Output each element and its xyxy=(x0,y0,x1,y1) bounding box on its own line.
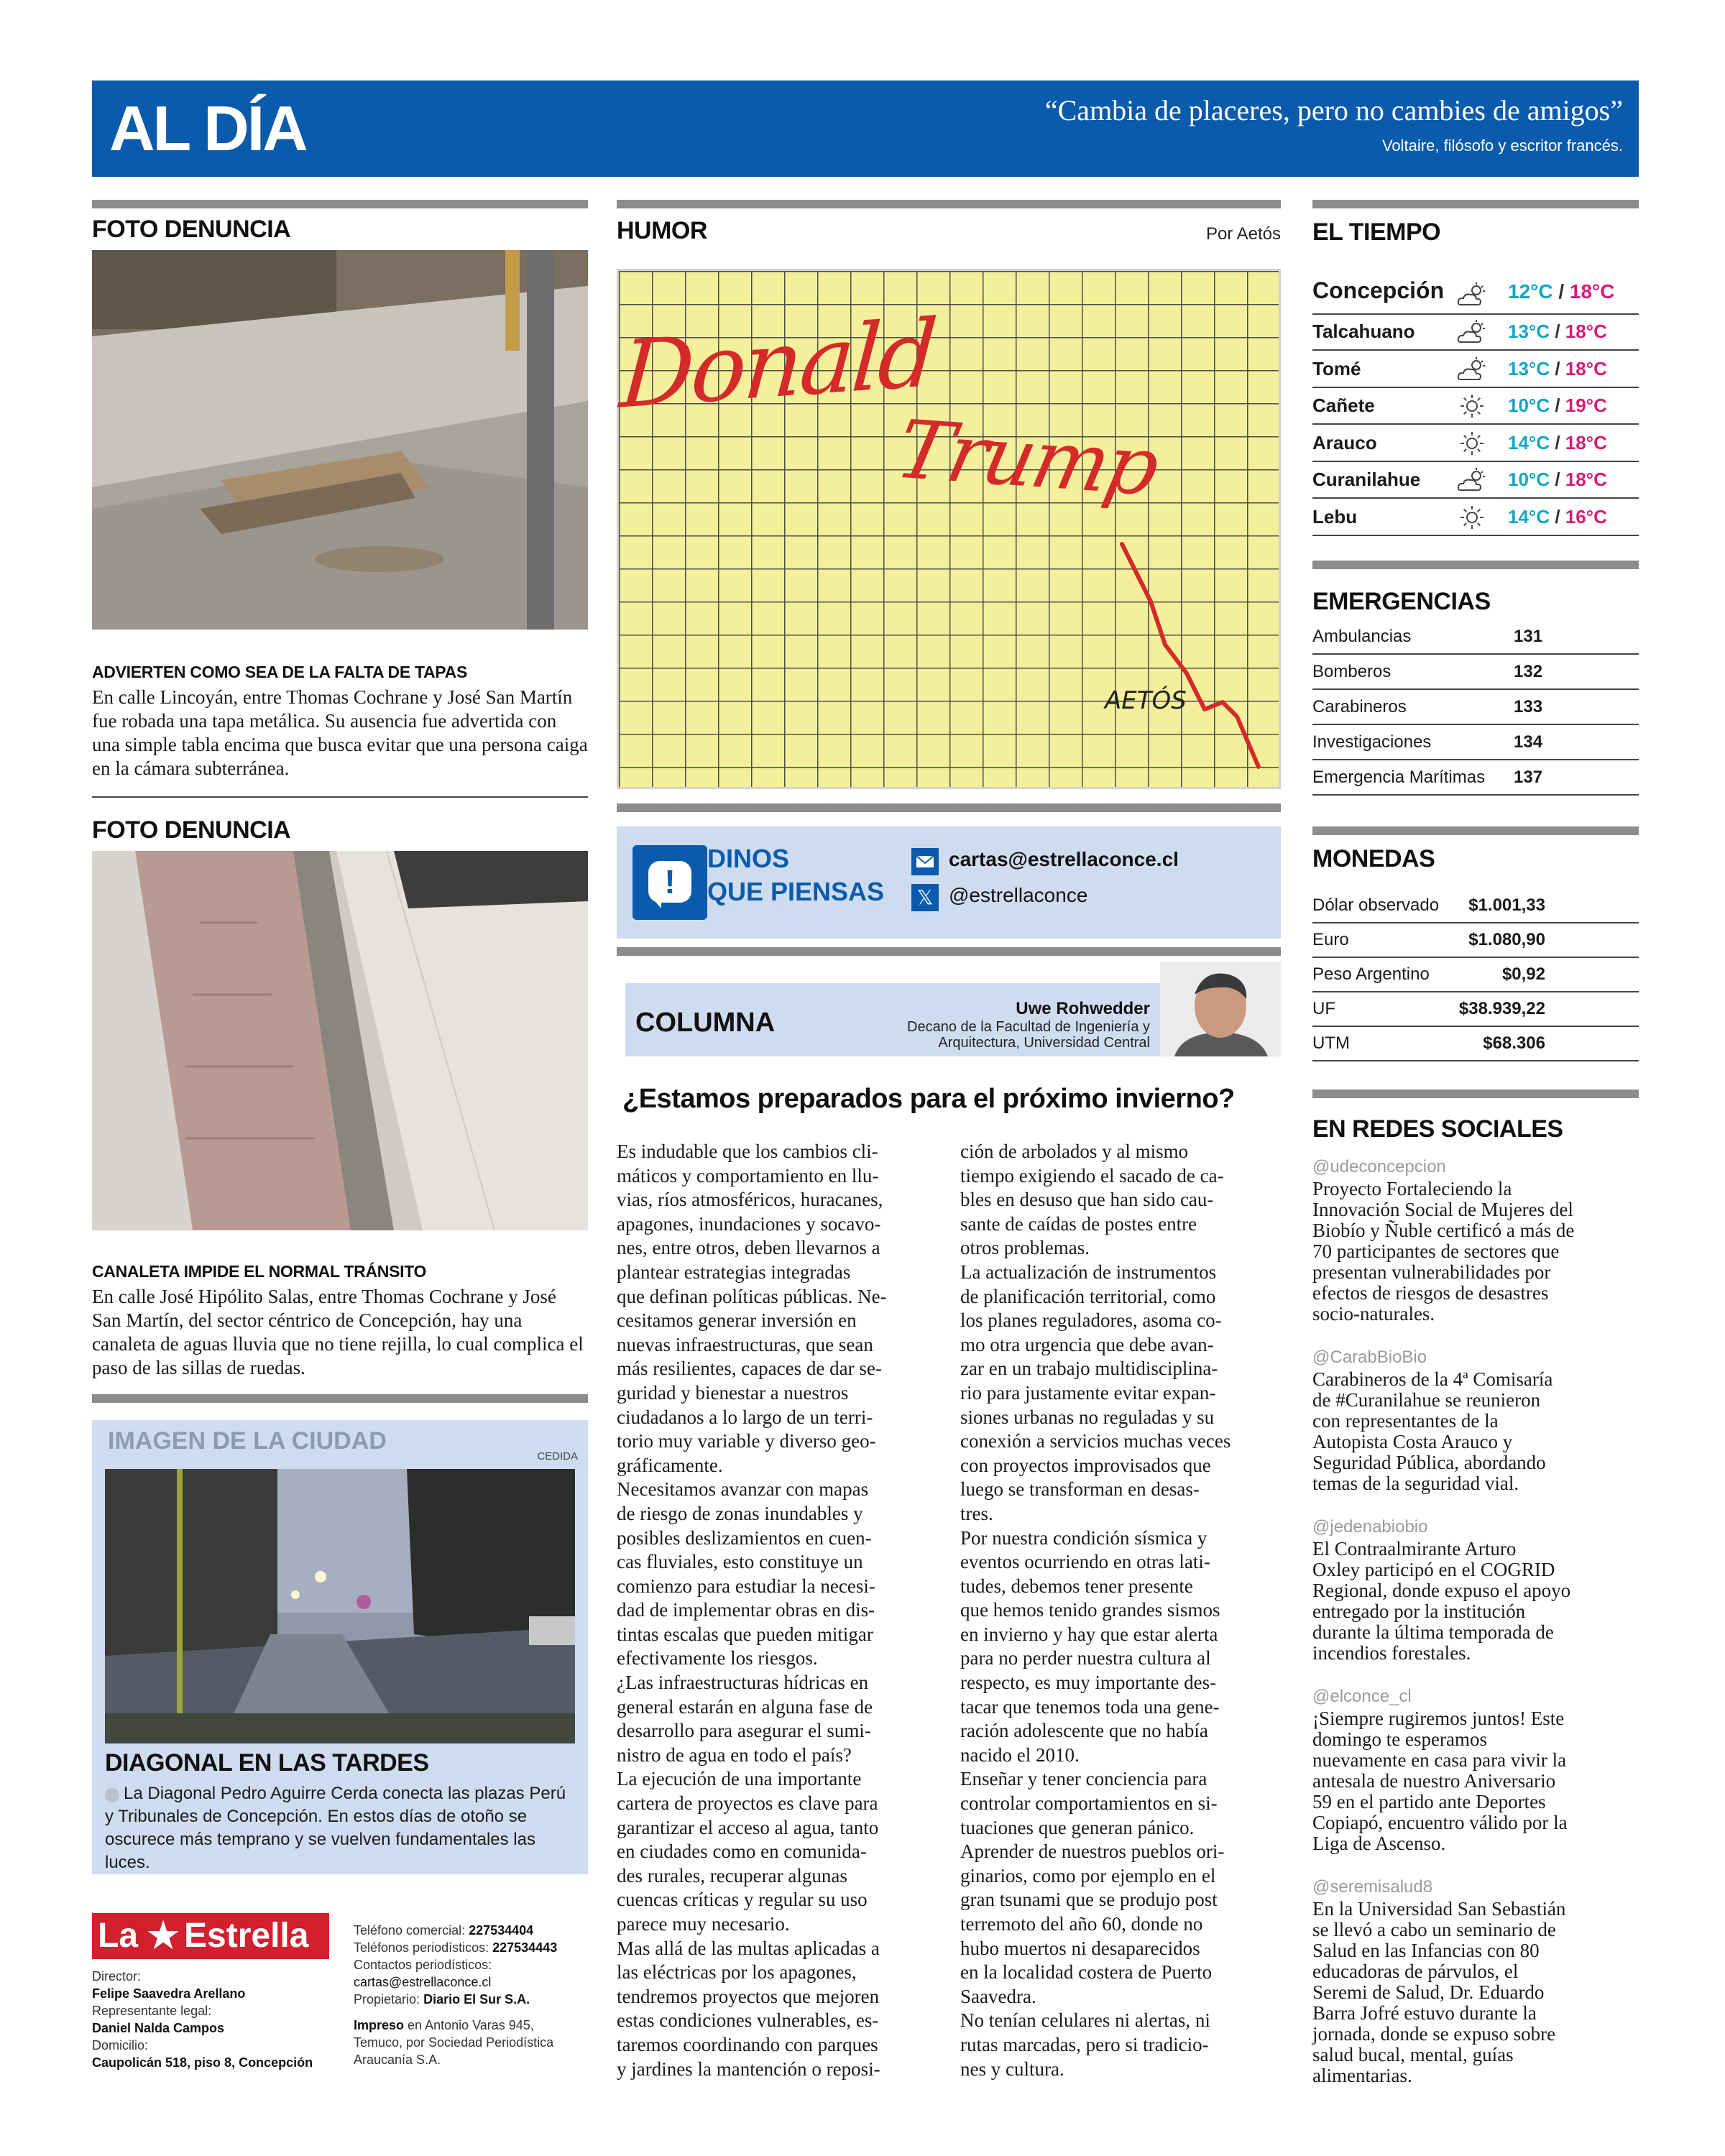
social-text-line: temas de la seguridad vial. xyxy=(1312,1473,1519,1494)
columna-line: No tenían celulares ni alertas, ni xyxy=(960,2009,1210,2032)
x-icon: 𝕏 xyxy=(911,884,939,911)
section-rule xyxy=(617,200,1281,208)
temp-high: 18°C xyxy=(1565,469,1607,490)
footer-print-2: Temuco, por Sociedad Periodística xyxy=(354,2035,554,2050)
weather-city: Cañete xyxy=(1312,395,1375,416)
section-title: AL DÍA xyxy=(109,93,306,164)
columna-line: La ejecución de una importante xyxy=(617,1768,862,1790)
social-text-line: En la Universidad San Sebastián xyxy=(1312,1898,1566,1920)
columna-line: tres. xyxy=(960,1502,993,1524)
currency-value: $38.939,22 xyxy=(1458,999,1545,1018)
columna-line: otros problemas. xyxy=(960,1237,1090,1259)
social-handle[interactable]: @udeconcepcion xyxy=(1312,1157,1446,1176)
columna-line: zar en un trabajo multidisciplina- xyxy=(960,1358,1218,1380)
redes-title: EN REDES SOCIALES xyxy=(1312,1115,1563,1143)
logo-estrella: Estrella xyxy=(184,1917,309,1955)
columna-line: des rurales, recuperar algunas xyxy=(617,1864,847,1886)
weather-temp xyxy=(1508,432,1607,454)
emergency-number[interactable]: 131 xyxy=(1514,627,1543,646)
section-rule xyxy=(1312,826,1639,835)
temp-separator: / xyxy=(1550,469,1565,490)
emergency-label: Emergencia Marítimas xyxy=(1312,768,1486,787)
weather-temp xyxy=(1508,395,1607,417)
emergency-label: Investigaciones xyxy=(1312,732,1432,752)
weather-city: Lebu xyxy=(1312,505,1358,528)
columna-text-1 xyxy=(617,1140,939,2081)
footer-print-1: Impreso en Antonio Varas 945, xyxy=(354,2018,534,2032)
monedas-title: MONEDAS xyxy=(1312,845,1435,872)
humor-word-1: Donald xyxy=(617,300,939,430)
section-rule xyxy=(1312,561,1639,569)
columna-line: ración adolescente que no había xyxy=(960,1720,1208,1742)
columna-line: las eléctricas por los apagones, xyxy=(617,1961,857,1984)
columna-line: tudes, debemos tener presente xyxy=(960,1575,1193,1597)
foto2-title: FOTO DENUNCIA xyxy=(92,816,291,844)
emergencias-title: EMERGENCIAS xyxy=(1312,588,1491,615)
social-text-line: Innovación Social de Mujeres del xyxy=(1312,1199,1573,1220)
section-rule xyxy=(617,803,1281,812)
columna-line: con proyectos improvisados que xyxy=(960,1454,1211,1476)
temp-separator: / xyxy=(1550,321,1565,342)
emergency-row xyxy=(1312,655,1639,690)
weather-city: Arauco xyxy=(1312,431,1377,453)
weather-row xyxy=(1312,426,1639,462)
footer-tel-per: Teléfonos periodísticos: 227534443 xyxy=(354,1940,558,1955)
partly-cloudy-icon xyxy=(1456,319,1488,345)
social-text-line: Proyecto Fortaleciendo la xyxy=(1312,1178,1512,1199)
emergency-label: Ambulancias xyxy=(1312,627,1412,646)
columna-line: cesitamos generar inversión en xyxy=(617,1309,857,1332)
header-quote-author: Voltaire, filósofo y escritor francés. xyxy=(1381,137,1623,155)
social-text-line: Copiapó, encuentro válido por la xyxy=(1312,1812,1568,1833)
logo xyxy=(92,1913,329,1959)
columna-line: general estarán en alguna fase de xyxy=(617,1695,873,1718)
social-text-line: Autopista Costa Arauco y xyxy=(1312,1431,1513,1452)
sun-icon xyxy=(1456,393,1488,419)
currency-label: UF xyxy=(1312,999,1335,1018)
social-text-line: domingo te esperamos xyxy=(1312,1728,1487,1750)
currency-value: $68.306 xyxy=(1483,1033,1545,1053)
currency-row xyxy=(1312,957,1639,992)
footer-director-label: Director: xyxy=(92,1969,142,1984)
columna-line: taremos coordinando con parques xyxy=(617,2033,878,2055)
contact-box xyxy=(617,826,1281,939)
columna-line: eventos ocurriendo en otras lati- xyxy=(960,1551,1210,1573)
social-handle[interactable]: @jedenabiobio xyxy=(1312,1517,1428,1537)
columna-line: efectivamente los riesgos. xyxy=(617,1647,818,1669)
currency-value: $0,92 xyxy=(1501,964,1545,984)
footer-dom: Caupolicán 518, piso 8, Concepción xyxy=(92,2055,313,2070)
temp-low: 10°C xyxy=(1508,469,1550,490)
logo-la: La xyxy=(98,1917,139,1955)
author-photo xyxy=(1160,962,1281,1056)
partly-cloudy-icon xyxy=(1456,467,1488,493)
imagen-title: IMAGEN DE LA CIUDAD xyxy=(108,1427,387,1455)
columna-label: COLUMNA xyxy=(635,1008,776,1038)
emergency-number[interactable]: 132 xyxy=(1514,662,1543,681)
tiempo-title: EL TIEMPO xyxy=(1312,218,1441,246)
temp-high: 16°C xyxy=(1565,505,1607,528)
social-text-line: de #Curanilahue se reunieron xyxy=(1312,1389,1541,1411)
columna-line: de riesgo de zonas inundables y xyxy=(617,1502,863,1524)
columna-line: mo otra urgencia que debe avan- xyxy=(960,1333,1214,1355)
humor-cartoon xyxy=(617,269,1281,789)
columna-author: Uwe Rohwedder xyxy=(1016,999,1150,1018)
columna-line: tuaciones que generan pánico. xyxy=(960,1816,1195,1838)
temp-low: 14°C xyxy=(1508,505,1550,528)
imagen-credit: CEDIDA xyxy=(537,1450,578,1462)
foto2-caption-head: CANALETA IMPIDE EL NORMAL TRÁNSITO xyxy=(92,1262,427,1281)
temp-low: 12°C xyxy=(1508,280,1553,303)
columna-line: nuevas infraestructuras, que sean xyxy=(617,1333,873,1355)
weather-city: Concepción xyxy=(1312,277,1445,303)
columna-line: más resilientes, capaces de dar se- xyxy=(617,1358,882,1380)
columna-line: ¿Las infraestructuras hídricas en xyxy=(617,1672,869,1694)
emergency-number[interactable]: 134 xyxy=(1514,732,1543,752)
section-rule xyxy=(1312,1089,1639,1098)
humor-author: Por Aetós xyxy=(1205,224,1281,244)
footer-director: Felipe Saavedra Arellano xyxy=(92,1986,246,2001)
columna-line: de planificación territorial, como xyxy=(960,1285,1216,1307)
imagen-caption: La Diagonal Pedro Aguirre Cerda conecta las plazas Perú y Tribunales de Concepción. En estos días de otoño se oscurece más temprano y se vuelven fundamentales las luces. xyxy=(105,1784,566,1872)
humor-signature: AETÓS xyxy=(1105,686,1187,715)
humor-title: HUMOR xyxy=(617,217,707,244)
imagen-headline: DIAGONAL EN LAS TARDES xyxy=(105,1749,429,1777)
temp-high: 18°C xyxy=(1565,431,1607,453)
social-text-line: alimentarias. xyxy=(1312,2065,1412,2086)
social-text-line: Oxley participó en el COGRID xyxy=(1312,1559,1555,1580)
section-rule xyxy=(617,947,1281,956)
sun-icon xyxy=(1456,430,1488,456)
footer-contact-email[interactable]: cartas@estrellaconce.cl xyxy=(354,1975,492,1989)
weather-city: Tomé xyxy=(1312,357,1361,379)
section-rule xyxy=(92,200,588,208)
social-text-line: 70 participantes de sectores que xyxy=(1312,1240,1560,1262)
header-quote: “Cambia de placeres, pero no cambies de amigos” xyxy=(1044,94,1623,126)
columna-line: en ciudades como en comunida- xyxy=(617,1841,867,1863)
columna-line: nes y cultura. xyxy=(960,2058,1064,2080)
humor-word-2: Trump xyxy=(888,403,1165,514)
emergency-number[interactable]: 133 xyxy=(1514,697,1543,717)
social-text-line: entregado por la institución xyxy=(1312,1600,1526,1622)
weather-row xyxy=(1312,463,1639,499)
social-text-line: Seremi de Salud, Dr. Eduardo xyxy=(1312,1981,1545,2003)
temp-low: 13°C xyxy=(1508,357,1550,379)
columna-line: siones urbanas no reguladas y su xyxy=(960,1406,1215,1428)
temp-high: 18°C xyxy=(1565,357,1607,379)
columna-line: nacido el 2010. xyxy=(960,1743,1080,1766)
temp-low: 14°C xyxy=(1508,431,1550,453)
columna-line: garantizar el acceso al agua, tanto xyxy=(617,1816,879,1838)
weather-row xyxy=(1312,273,1639,315)
columna-line: para no perder nuestra cultura al xyxy=(960,1647,1211,1669)
footer-rep-label: Representante legal: xyxy=(92,2004,212,2018)
temp-separator: / xyxy=(1550,431,1565,453)
social-text-line: educadoras de párvulos, el xyxy=(1312,1961,1519,1982)
social-handle[interactable]: @elconce_cl xyxy=(1312,1687,1412,1706)
weather-temp xyxy=(1508,280,1614,303)
social-text-line: efectos de riesgos de desastres xyxy=(1312,1282,1549,1304)
exclamation-icon: ! xyxy=(632,845,707,920)
columna-line: respecto, es muy importante des- xyxy=(960,1672,1217,1694)
columna-line: en invierno y hay que estar alerta xyxy=(960,1623,1218,1645)
columna-line: máticos y comportamiento en llu- xyxy=(617,1164,879,1187)
social-text-line: ¡Siempre rugiremos juntos! Este xyxy=(1312,1708,1565,1729)
social-handle[interactable]: @CarabBioBio xyxy=(1312,1348,1427,1367)
social-text-line: durante la última temporada de xyxy=(1312,1621,1554,1643)
social-text-line: Liga de Ascenso. xyxy=(1312,1833,1446,1854)
social-text-line: Barra Jofré estuvo durante la xyxy=(1312,2002,1537,2024)
emergency-number[interactable]: 137 xyxy=(1514,768,1543,787)
header-banner xyxy=(92,80,1639,177)
currency-value: $1.001,33 xyxy=(1468,895,1545,915)
currency-row xyxy=(1312,1026,1639,1061)
temp-high: 18°C xyxy=(1569,280,1615,303)
columna-line: tiempo exigiendo el sacado de ca- xyxy=(960,1164,1224,1187)
weather-city: Curanilahue xyxy=(1312,469,1421,490)
social-text-line: Biobío y Ñuble certificó a más de xyxy=(1312,1220,1575,1241)
columna-line: parece muy necesario. xyxy=(617,1913,790,1935)
columna-line: guridad y bienestar a nuestros xyxy=(617,1381,849,1404)
columna-line: tintas escalas que pueden mitigar xyxy=(617,1623,873,1645)
section-rule xyxy=(92,1394,588,1403)
currency-label: Dólar observado xyxy=(1312,895,1440,915)
foto1-title: FOTO DENUNCIA xyxy=(92,216,291,243)
emergency-row xyxy=(1312,760,1639,796)
columna-line: ciudadanos a lo largo de un terri- xyxy=(617,1406,873,1428)
columna-headline: ¿Estamos preparados para el próximo invierno? xyxy=(622,1084,1235,1114)
currency-row xyxy=(1312,923,1639,958)
divider xyxy=(92,796,588,798)
contact-label-2: QUE PIENSAS xyxy=(707,877,885,906)
columna-line: controlar comportamientos en si- xyxy=(960,1792,1218,1815)
columna-line: apagones, inundaciones y socavo- xyxy=(617,1212,881,1235)
columna-role-2: Arquitectura, Universidad Central xyxy=(938,1035,1150,1051)
columna-header xyxy=(625,983,1160,1056)
columna-line: plantear estrategias integradas xyxy=(617,1261,851,1283)
columna-line: que definan políticas públicas. Ne- xyxy=(617,1285,887,1307)
columna-line: Enseñar y tener conciencia para xyxy=(960,1768,1208,1790)
weather-temp xyxy=(1508,469,1607,491)
contact-social[interactable]: @estrellaconce xyxy=(949,884,1088,906)
partly-cloudy-icon xyxy=(1456,282,1488,308)
footer-print-3: Araucanía S.A. xyxy=(354,2053,441,2067)
columna-line: luego se transforman en desas- xyxy=(960,1478,1200,1501)
temp-separator: / xyxy=(1550,505,1565,528)
footer-rep: Daniel Nalda Campos xyxy=(92,2021,225,2035)
social-text-line: nuevamente en casa para vivir la xyxy=(1312,1749,1567,1771)
columna-line: nistro de agua en todo el país? xyxy=(617,1743,852,1766)
columna-line: Necesitamos avanzar con mapas xyxy=(617,1478,869,1501)
columna-role-1: Decano de la Facultad de Ingeniería y xyxy=(907,1019,1150,1035)
columna-line: Por nuestra condición sísmica y xyxy=(960,1526,1208,1549)
emergency-row xyxy=(1312,619,1639,655)
social-text-line: incendios forestales. xyxy=(1312,1642,1471,1664)
mail-icon xyxy=(911,848,939,875)
imagen-panel xyxy=(92,1420,588,1874)
currency-label: Euro xyxy=(1312,930,1349,949)
temp-high: 18°C xyxy=(1565,321,1607,342)
columna-line: los planes reguladores, asoma co- xyxy=(960,1309,1222,1332)
columna-text-2 xyxy=(960,1140,1282,2081)
temp-low: 10°C xyxy=(1508,395,1550,416)
columna-line: y jardines la mantención o reposi- xyxy=(617,2058,880,2080)
columna-line: La actualización de instrumentos xyxy=(960,1261,1217,1283)
columna-line: terremoto del año 60, donde no xyxy=(960,1913,1203,1935)
weather-city: Talcahuano xyxy=(1312,321,1415,342)
footer-tel-com: Teléfono comercial: 227534404 xyxy=(354,1923,534,1938)
contact-label-1: DINOS xyxy=(707,844,790,873)
section-rule xyxy=(1312,200,1639,208)
columna-line: estas condiciones vulnerables, es- xyxy=(617,2009,879,2032)
foto1-photo xyxy=(92,250,588,630)
footer-owner: Propietario: Diario El Sur S.A. xyxy=(354,1992,530,2007)
columna-line: ginarios, como por ejemplo en el xyxy=(960,1864,1216,1886)
contact-email[interactable]: cartas@estrellaconce.cl xyxy=(949,848,1179,870)
partly-cloudy-icon xyxy=(1456,356,1488,382)
columna-line: rio para justamente evitar expan- xyxy=(960,1381,1216,1404)
currency-label: Peso Argentino xyxy=(1312,964,1430,984)
social-text-line: socio-naturales. xyxy=(1312,1303,1435,1325)
weather-row xyxy=(1312,389,1639,425)
weather-row xyxy=(1312,315,1639,351)
currency-row xyxy=(1312,992,1639,1027)
social-text-line: con representantes de la xyxy=(1312,1410,1499,1432)
emergency-row xyxy=(1312,725,1639,760)
social-text-line: Carabineros de la 4ª Comisaría xyxy=(1312,1368,1553,1390)
weather-temp xyxy=(1508,506,1607,528)
emergency-label: Bomberos xyxy=(1312,662,1392,681)
columna-line: tendremos proyectos que mejoren xyxy=(617,1985,880,2007)
social-text-line: 59 en el partido ante Deportes xyxy=(1312,1791,1546,1812)
columna-line: Saavedra. xyxy=(960,1985,1036,2007)
star-icon: ★ xyxy=(145,1914,182,1958)
weather-temp xyxy=(1508,321,1607,343)
social-text-line: se llevó a cabo un seminario de xyxy=(1312,1919,1556,1940)
weather-row xyxy=(1312,500,1639,536)
social-text-line: Seguridad Pública, abordando xyxy=(1312,1452,1546,1473)
columna-line: comienzo para estudiar la necesi- xyxy=(617,1575,875,1597)
columna-line: torio muy variable y diverso geo- xyxy=(617,1430,876,1452)
temp-separator: / xyxy=(1550,357,1565,379)
columna-line: cuencas críticas y regular su uso xyxy=(617,1889,868,1911)
social-text-line: Regional, donde expuso el apoyo xyxy=(1312,1580,1571,1601)
imagen-photo xyxy=(105,1469,575,1743)
footer-dom-label: Domicilio: xyxy=(92,2038,149,2053)
social-text-line: El Contraalmirante Arturo xyxy=(1312,1538,1517,1560)
foto2-photo xyxy=(92,851,588,1230)
currency-value: $1.080,90 xyxy=(1468,930,1545,949)
temp-separator: / xyxy=(1550,395,1565,416)
currency-row xyxy=(1312,888,1639,923)
social-text-line: salud bucal, mental, guías xyxy=(1312,2044,1514,2065)
temp-separator: / xyxy=(1552,280,1570,303)
sun-icon xyxy=(1456,505,1488,530)
columna-line: que hemos tenido grandes sismos xyxy=(960,1599,1220,1621)
weather-row xyxy=(1312,352,1639,388)
columna-line: sante de caídas de postes entre xyxy=(960,1212,1197,1235)
columna-line: bles en desuso que han sido cau- xyxy=(960,1189,1214,1211)
columna-line: nes, entre otros, deben llevarnos a xyxy=(617,1237,880,1259)
columna-line: dad de implementar obras en dis- xyxy=(617,1599,875,1621)
columna-line: desarrollo para asegurar el sumi- xyxy=(617,1720,871,1742)
social-text-line: Salud en las Infancias con 80 xyxy=(1312,1940,1540,1961)
temp-high: 19°C xyxy=(1565,395,1607,416)
foto1-caption-head: ADVIERTEN COMO SEA DE LA FALTA DE TAPAS xyxy=(92,663,467,681)
currency-label: UTM xyxy=(1312,1033,1350,1053)
columna-line: rutas marcadas, pero si tradicio- xyxy=(960,2033,1209,2055)
footer-contact-label: Contactos periodísticos: xyxy=(354,1958,492,1972)
columna-line: ción de arbolados y al mismo xyxy=(960,1141,1189,1162)
columna-line: tacar que tenemos toda una gene- xyxy=(960,1695,1220,1718)
social-text-line: presentan vulnerabilidades por xyxy=(1312,1261,1551,1283)
columna-line: en la localidad costera de Puerto xyxy=(960,1961,1213,1984)
foto2-caption: En calle José Hipólito Salas, entre Thomas Cochrane y José San Martín, del sector céntrico de Concepción, hay una canaleta de aguas lluvia que no tiene rejilla, lo cual complica el paso de las sillas de ruedas. xyxy=(92,1286,584,1378)
columna-line: gráficamente. xyxy=(617,1454,723,1476)
social-text-line: jornada, donde se expuso sobre xyxy=(1312,2023,1556,2045)
columna-line: cas fluviales, esto constituye un xyxy=(617,1551,863,1573)
emergency-row xyxy=(1312,690,1639,725)
columna-line: conexión a servicios muchas veces xyxy=(960,1430,1231,1452)
social-handle[interactable]: @seremisalud8 xyxy=(1312,1877,1433,1897)
columna-line: vias, ríos atmosféricos, huracanes, xyxy=(617,1189,883,1211)
columna-line: posibles deslizamientos en cuen- xyxy=(617,1526,872,1549)
columna-line: Mas allá de las multas aplicadas a xyxy=(617,1937,880,1959)
foto1-caption: En calle Lincoyán, entre Thomas Cochrane y José San Martín fue robada una tapa metálica. Su ausencia fue advertida con una simple tabla encima que busca evitar que una persona caiga en la cámara subterránea. xyxy=(92,686,588,779)
social-text-line: antesala de nuestro Aniversario xyxy=(1312,1770,1556,1792)
columna-line: Aprender de nuestros pueblos ori- xyxy=(960,1841,1225,1863)
columna-line: hubo muertos ni desaparecidos xyxy=(960,1937,1200,1959)
temp-low: 13°C xyxy=(1508,321,1550,342)
weather-temp xyxy=(1508,358,1607,380)
columna-line: gran tsunami que se produjo post xyxy=(960,1889,1218,1911)
columna-line: Es indudable que los cambios cli- xyxy=(617,1141,878,1162)
columna-line: cartera de proyectos es clave para xyxy=(617,1792,878,1815)
emergency-label: Carabineros xyxy=(1312,697,1407,717)
